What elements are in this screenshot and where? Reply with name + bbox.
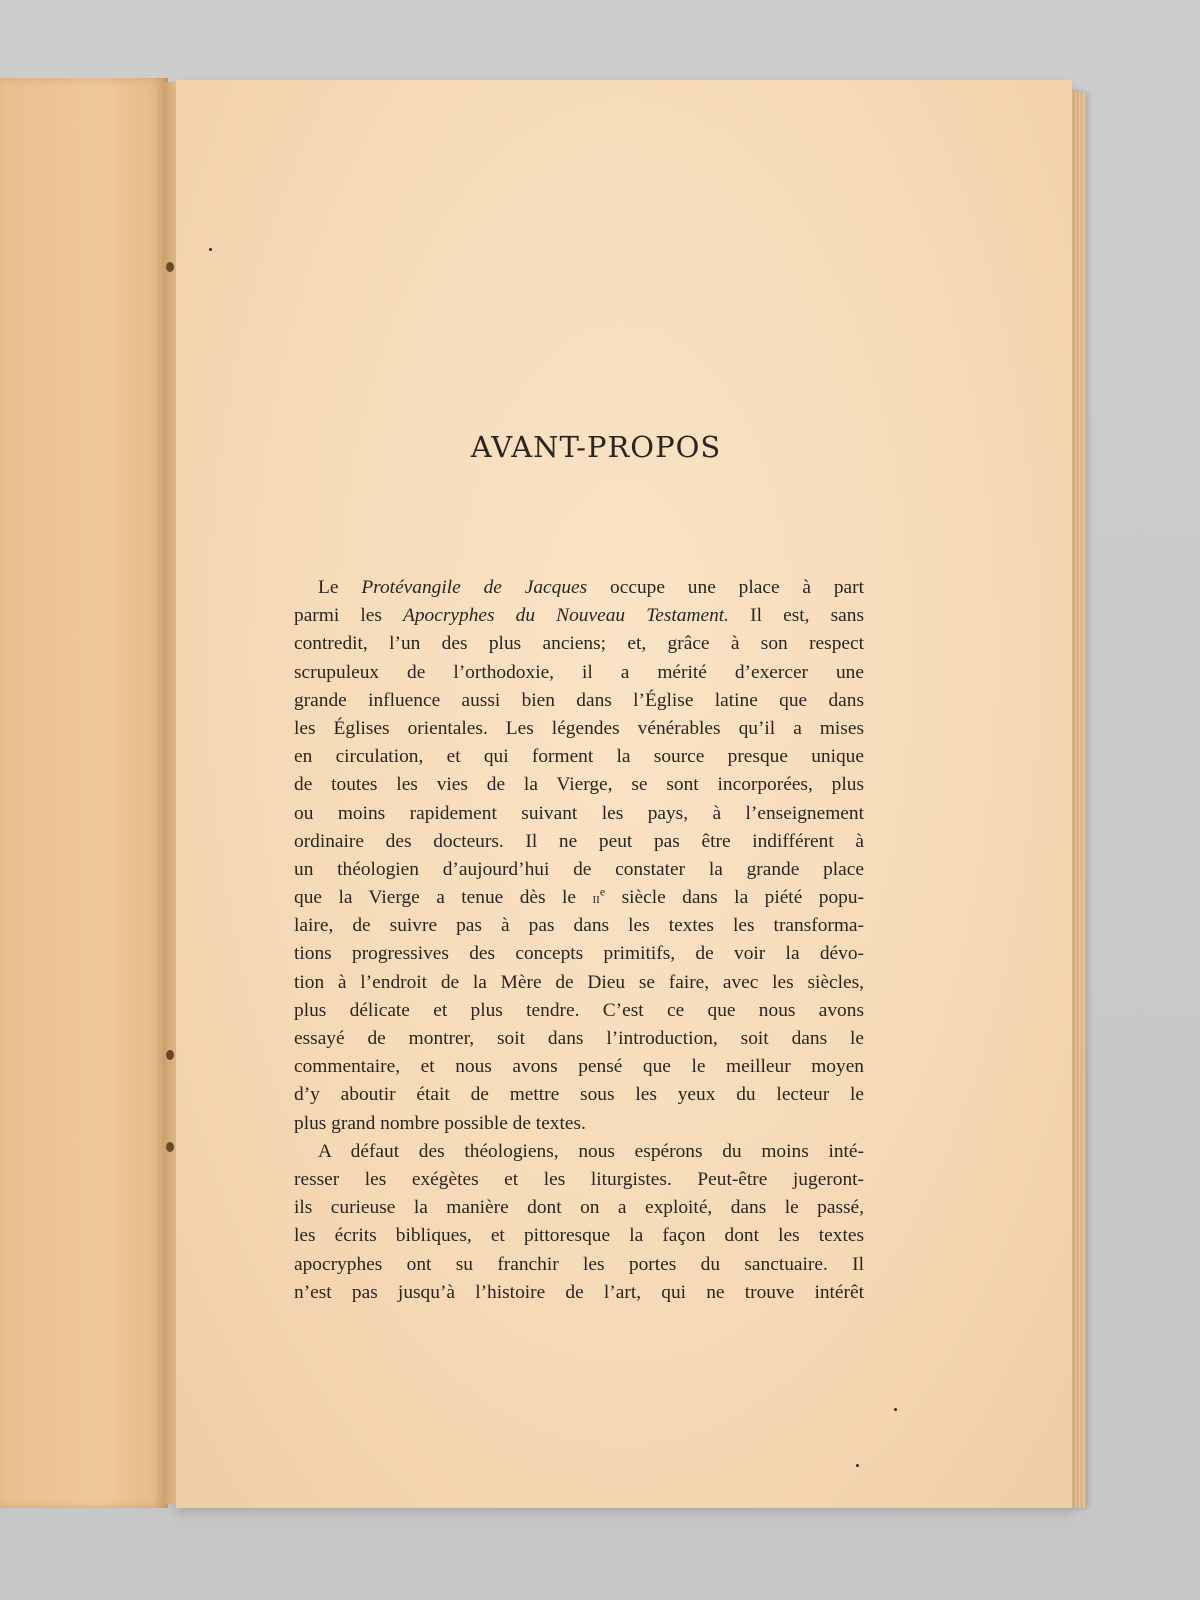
- text-line: resser les exégètes et les liturgistes. Peut-être jugeront-: [294, 1168, 864, 1190]
- text-line: de toutes les vies de la Vierge, se sont incorporées, plus: [294, 774, 864, 796]
- text-line: plus grand nombre possible de textes.: [294, 1112, 586, 1134]
- text-line: plus délicate et plus tendre. C’est ce que nous avons: [294, 999, 864, 1021]
- binding-stitch: [166, 1142, 174, 1152]
- text-line: tions progressives des concepts primitifs, de voir la dévo-: [294, 943, 864, 965]
- left-page: [0, 78, 168, 1508]
- text-line: ils curieuse la manière dont on a exploité, dans le passé,: [294, 1197, 864, 1219]
- text-line: ou moins rapidement suivant les pays, à l’enseignement: [294, 802, 864, 824]
- paper-speck: [894, 1408, 897, 1411]
- text-line: les Églises orientales. Les légendes vénérables qu’il a mises: [294, 717, 864, 739]
- text-line: que la Vierge a tenue dès le $ii^e$ siècle dans la piété popu-: [294, 884, 864, 909]
- text-line: tion à l’endroit de la Mère de Dieu se faire, avec les siècles,: [294, 971, 864, 993]
- right-page: [176, 80, 1072, 1508]
- text-line: grande influence aussi bien dans l’Église latine que dans: [294, 689, 864, 711]
- text-line: apocryphes ont su franchir les portes du sanctuaire. Il: [294, 1253, 864, 1275]
- binding-stitch: [166, 1050, 174, 1060]
- text-line: scrupuleux de l’orthodoxie, il a mérité d’exercer une: [294, 661, 864, 683]
- text-line: en circulation, et qui forment la source presque unique: [294, 746, 864, 768]
- paper-speck: [856, 1464, 859, 1467]
- text-line: commentaire, et nous avons pensé que le meilleur moyen: [294, 1056, 864, 1078]
- binding-stitch: [166, 262, 174, 272]
- text-line: un théologien d’aujourd’hui de constater la grande place: [294, 858, 864, 880]
- body-text: [294, 574, 864, 1307]
- text-line: contredit, l’un des plus anciens; et, grâce à son respect: [294, 633, 864, 655]
- text-line: parmi les Apocryphes du Nouveau Testament. Il est, sans: [294, 605, 864, 627]
- text-line: ordinaire des docteurs. Il ne peut pas être indifférent à: [294, 830, 864, 852]
- text-line: Le Protévangile de Jacques occupe une place à part: [318, 577, 864, 598]
- text-line: d’y aboutir était de mettre sous les yeux du lecteur le: [294, 1084, 864, 1106]
- text-line: essayé de montrer, soit dans l’introduction, soit dans le: [294, 1028, 864, 1049]
- page-title: AVANT-PROPOS: [470, 430, 722, 464]
- paper-speck: [209, 248, 212, 251]
- text-line: laire, de suivre pas à pas dans les textes les transforma-: [294, 915, 864, 937]
- text-line: n’est pas jusqu’à l’histoire de l’art, qui ne trouve intérêt: [294, 1281, 864, 1303]
- text-line: A défaut des théologiens, nous espérons du moins inté-: [318, 1140, 864, 1162]
- text-line: les écrits bibliques, et pittoresque la façon dont les textes: [294, 1225, 864, 1247]
